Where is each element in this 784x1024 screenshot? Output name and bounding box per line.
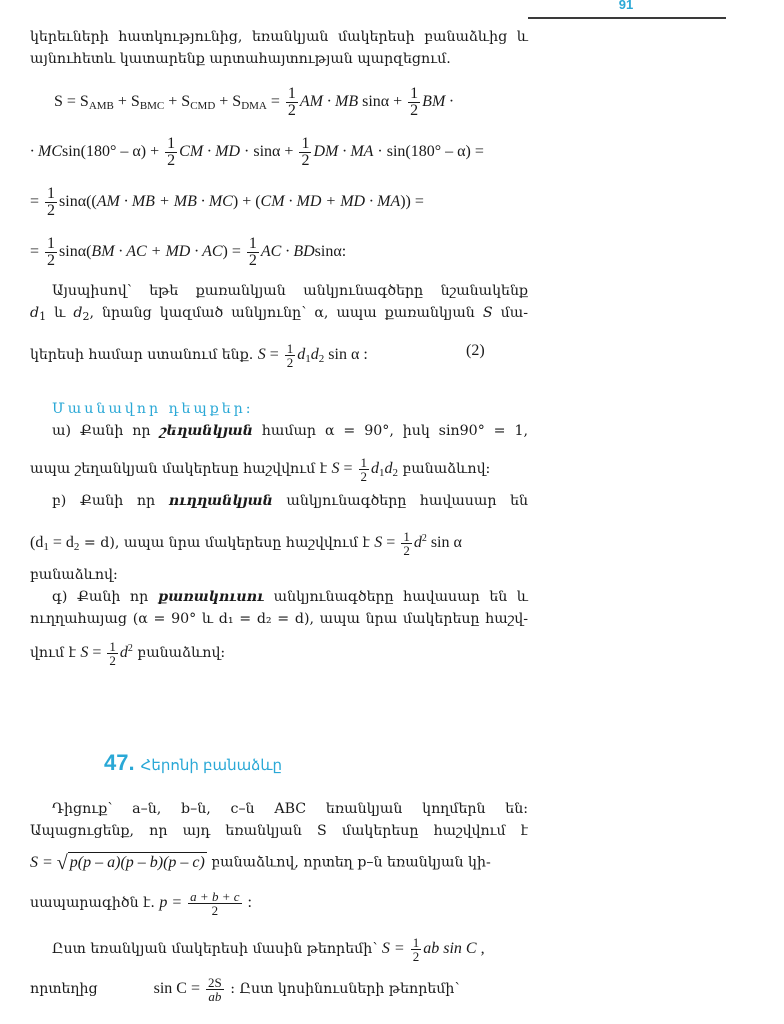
text-line: բանաձևով:	[30, 567, 118, 583]
text-line: ա) Քանի որ շեղանկյան համար α = 90°, իսկ sin90° = 1,	[52, 423, 528, 439]
formula-line: $S = S_{AMB} + S_{BMC} + S_{CMD} + S_{DMA}$ = $\frac{1}{2}$ AM · MB sinα + $\frac{1}{2}$ BM ·	[54, 85, 454, 119]
text-line: բ) Քանի որ ուղղանկյան անկյունագծերը հավասար են	[52, 493, 528, 509]
special-cases-heading: Մասնավոր դեպքեր:	[52, 401, 254, 417]
text-line: Դիցուք՝ a–ն, b–ն, c–ն ABC եռանկյան կողմերն են:	[52, 801, 528, 817]
text-line: ապա շեղանկյան մակերեսը հաշվվում է S = $\frac{1}{2}$ $d_1d_2$ բանաձևով:	[30, 455, 491, 484]
text-line: Այսպիսով՝ եթե քառանկյան անկյունագծերը նշանակենք	[52, 283, 528, 299]
text-line: $d_1$ և $d_2$, նրանց կազմած անկյունը՝ α, ապա քառանկյան S մա-	[30, 305, 529, 323]
text-line: այնուհետև կատարենք արտահայտության պարզեցում.	[30, 51, 451, 67]
formula-line: = $\frac{1}{2}$ sinα((AM · MB + MB · MC) + (CM · MD + MD · MA)) =	[30, 185, 424, 219]
text-line: ուղղահայաց (α = 90° և d₁ = d₂ = d), ապա նրա մակերեսը հաշվ-	[30, 611, 528, 627]
text-line: որտեղից sin C = $\frac{2S}{ab}$ : Ըստ կոսինուսների թեորեմի՝	[30, 975, 460, 1004]
text-line: գ) Քանի որ քառակուսու անկյունագծերը հավասար են և	[52, 589, 528, 605]
text-line: Ըստ եռանկյան մակերեսի մասին թեորեմի՝ S = $\frac{1}{2}$ ab sin C ,	[52, 935, 485, 964]
text-line: կերեսի համար ստանում ենք. S = $\frac{1}{2}$ $d_1d_2$ sin α : (2)	[30, 341, 485, 370]
text-line: սապարագիծն է. p = $\frac{a + b + c}{2}$ :	[30, 889, 252, 918]
square-root: √ p(p – a)(p – b)(p – c)	[56, 852, 205, 874]
fraction-half: $\frac{1}{2}$	[287, 85, 296, 119]
text-line: վում է S = $\frac{1}{2}$ $d^2$ բանաձևով:	[30, 639, 226, 668]
header-rule	[528, 17, 726, 19]
text-line: S = √ p(p – a)(p – b)(p – c) բանաձևով, որտեղ p–ն եռանկյան կի-	[30, 852, 491, 874]
equation-number: (2)	[466, 342, 485, 359]
text-line: Ապացուցենք, որ այդ եռանկյան S մակերեսը հաշվվում է	[30, 823, 528, 839]
text-line: $(d_1 = d_2 = d)$, ապա նրա մակերեսը հաշվվում է S = $\frac{1}{2}$ $d^2$ sin α	[30, 529, 462, 558]
formula-line: = $\frac{1}{2}$ sinα(BM · AC + MD · AC) = $\frac{1}{2}$ AC · BDsinα:	[30, 235, 347, 269]
page-number: 91	[618, 0, 634, 12]
section-heading	[104, 750, 282, 776]
section-title: Հերոնի բանաձևը	[140, 757, 283, 774]
section-number: 47.	[104, 750, 135, 775]
formula-line: · MCsin(180° – α) + $\frac{1}{2}$ CM · MD · sinα + $\frac{1}{2}$ DM · MA · sin(180° – α) =	[30, 135, 484, 169]
text-line: կերեւների հատկությունից, եռանկյան մակերեսի բանաձևից և	[30, 29, 528, 45]
